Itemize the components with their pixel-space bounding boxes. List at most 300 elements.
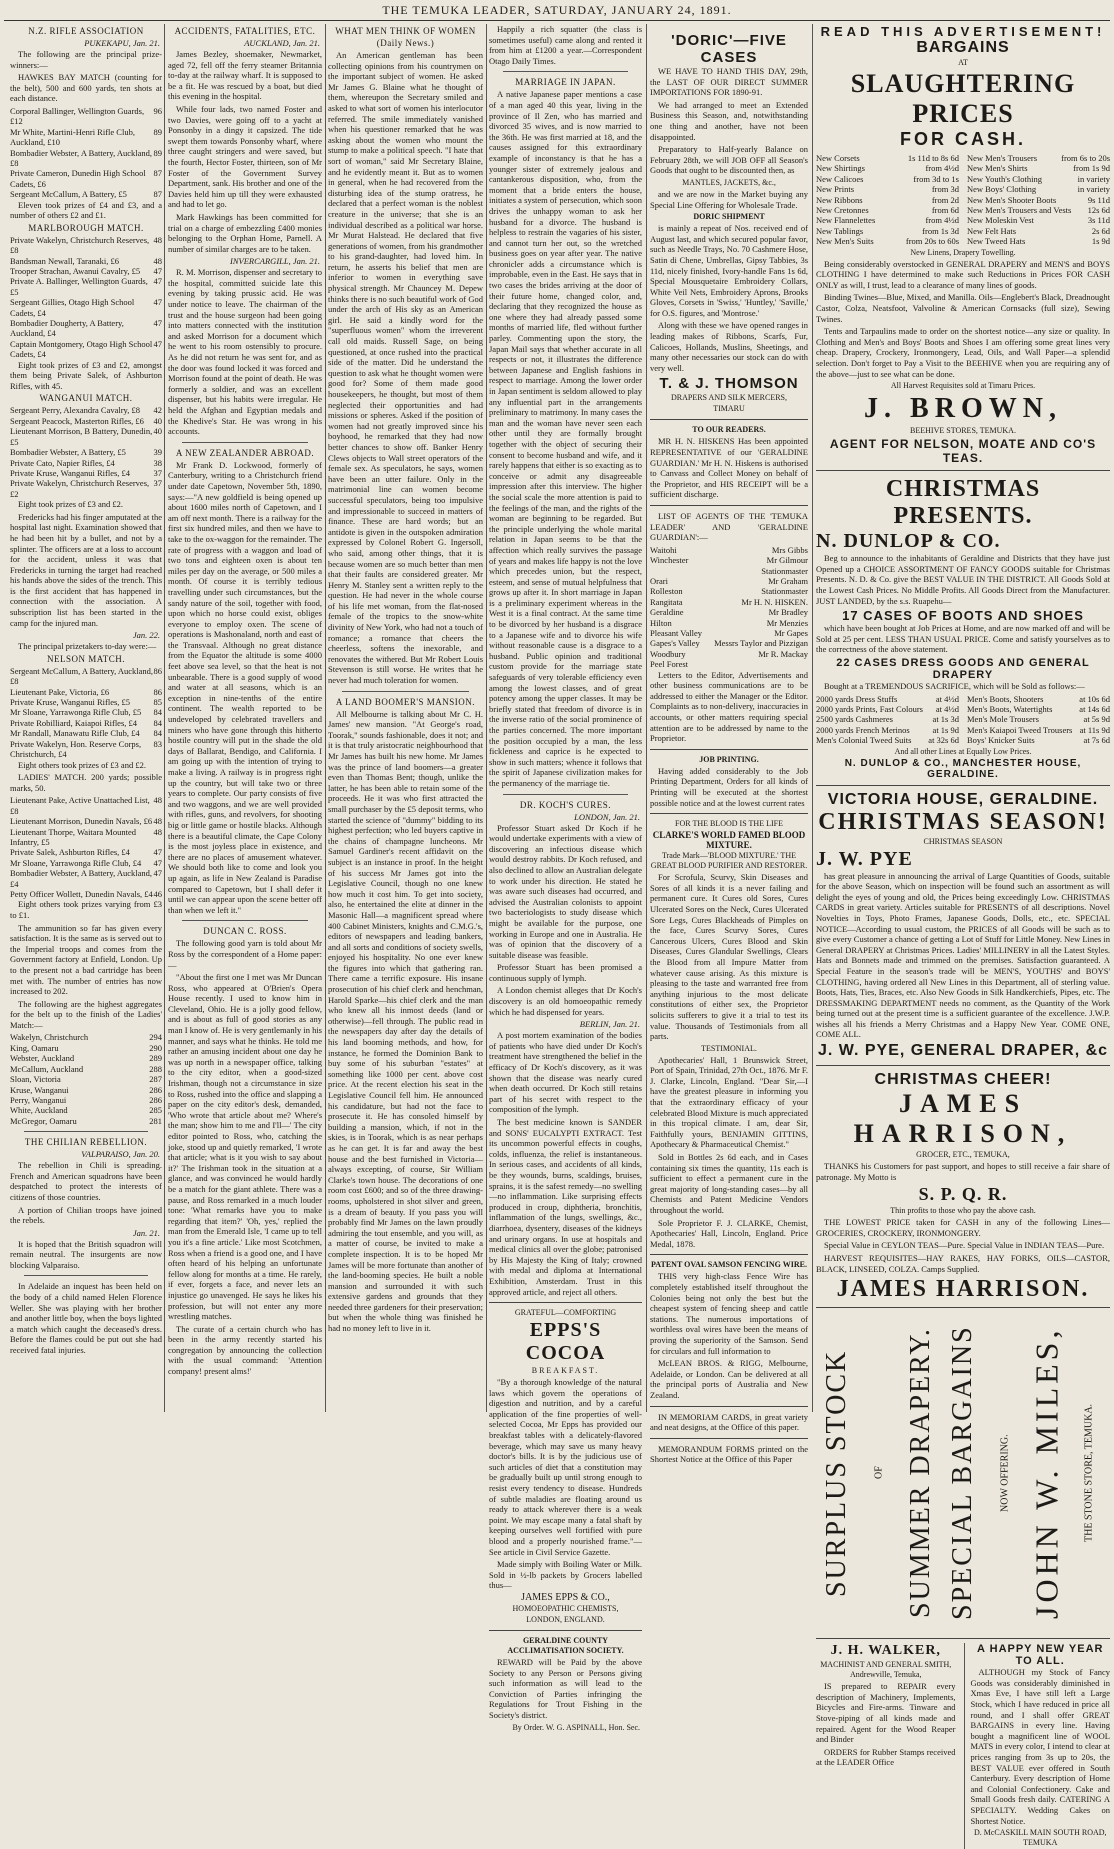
result-row-value: 85 xyxy=(153,697,162,708)
advert-signature: HOMOEOPATHIC CHEMISTS, xyxy=(512,1603,619,1613)
price-row-label: New Tweed Hats xyxy=(967,236,1026,247)
result-row-value: 87 xyxy=(153,168,162,179)
price-row-label: New Moleskin Vest xyxy=(967,215,1034,226)
price-row-label: 2000 yards French Merinos xyxy=(816,724,910,735)
result-row-label: Sergeant Gillies, Otago High School Cadets, £4 xyxy=(10,297,135,318)
price-row-label: New Shirtings xyxy=(816,163,865,174)
price-row-value: at 4½d xyxy=(935,703,959,714)
paragraph: Happily a rich squatter (the class is sometimes useful) came along and rented it from him at £1200 a year.—Correspondent Otago Daily Times. xyxy=(489,24,642,66)
result-row-value: 84 xyxy=(153,707,162,718)
price-row xyxy=(816,725,959,735)
price-row xyxy=(967,163,1110,173)
result-row xyxy=(10,468,162,478)
advert-signature: JAMES EPPS & CO., xyxy=(521,1591,610,1603)
advert-signature: LONDON, ENGLAND. xyxy=(526,1614,605,1624)
result-row-value: 286 xyxy=(149,1094,162,1105)
result-row xyxy=(10,127,162,148)
result-row-label: Sergeant Peacock, Masterton Rifles, £6 xyxy=(10,415,144,426)
rotated-advert-miles xyxy=(816,1307,1110,1639)
divider xyxy=(24,1131,148,1132)
match-heading: NELSON MATCH. xyxy=(46,653,125,664)
agent-row-value: Mr Menzies xyxy=(766,617,808,628)
rotated-advert-text: SPECIAL BARGAINS xyxy=(947,1325,978,1621)
result-row xyxy=(10,235,162,256)
agent-row xyxy=(650,597,808,607)
advert-paragraph: McLEAN BROS. & RIGG, Melbourne, Adelaide, or London. Can be delivered at all the principal ports of Australia and New Zealand. xyxy=(650,1358,808,1400)
advert-paragraph: Sold in Bottles 2s 6d each, and in Cases containing six times the quantity, 11s each is sufficient to effect a permanent cure in the great majority of long-standing cases—by all Chemists and Patent Medicine Vendors throughout the world. xyxy=(650,1152,808,1215)
price-row-value: from 20s to 60s xyxy=(905,236,959,247)
result-row-label: Sergeant McCallum, A Battery, £5 xyxy=(10,189,127,200)
paragraph: In Adelaide an inquest has been held on the body of a child named Helen Florence Weller. She was playing with her brother and another little boy, when the boys lighted a match which caught the deceased's dress. Before the flames could be put out she had received fatal injuries. xyxy=(10,1281,162,1356)
column-3 xyxy=(328,24,483,1412)
result-row xyxy=(10,827,162,848)
result-row xyxy=(10,728,162,738)
result-row xyxy=(10,1064,162,1074)
result-row-label: Sergeant McCallum, A Battery, Auckland, £8 xyxy=(10,665,154,687)
price-row-value: from 6d xyxy=(931,205,959,216)
advert-signature: J. W. PYE, GENERAL DRAPER, &c xyxy=(817,1042,1109,1060)
result-row xyxy=(10,1032,162,1042)
result-row xyxy=(10,318,162,339)
result-row-value: 86 xyxy=(153,665,162,676)
match-heading: WANGANUI MATCH. xyxy=(39,393,133,404)
result-row-value: 40 xyxy=(153,426,162,437)
result-row-label: Webster, Auckland xyxy=(10,1053,75,1064)
result-row-value: 47 xyxy=(153,338,162,349)
paragraph: "About the first one I met was Mr Duncan Ross, who appeared at O'Brien's Opera House recently. I used to know him in Cleveland, Ohio. He is a jolly good fellow, and is about as full of good stories as any man I know of. He is very gentlemanly in his manner, and says what he thinks. He told me rather an amusing incident about one day he was up north in a newspaper office, talking to the city editor, when a good-sized Irishman, though not a circumstance in size to Ross, rushed into the office and slapping a paper on the city editor's desk, demanded, 'Who wrote that article about me? Where's the man; show him to me and I'll—' The city editor pointed to Ross, who, catching the joke, stood up and quietly remarked, 'I wrote that article; what is it you wish to say about it?' The Irishman took in the situation at a glance, and was convinced he would hardly be a match for the giant athlete. There was a pause, and Ross remarked in a much louder tone: 'What remarks have you to make regarding that item?' 'Oh, yes,' replied the man from the Emerald Isle, 'I came up to tell you it's a fine article.' Like most Scotchmen, Ross when a friend is a good one, and I have often heard of his helping an unfortunate fellow along for months at a time. He rarely, if ever, forgets a face, and never lets an injustice go unavenged. He says he likes his profession, but will not enter any more wrestling matches. xyxy=(168,972,322,1322)
price-list-left xyxy=(816,694,959,746)
agent-row-value: Stationmaster xyxy=(761,565,808,576)
column-4 xyxy=(489,24,642,1732)
price-row-label: Men's Kaiapoi Tweed Trousers xyxy=(967,724,1073,735)
advert-paragraph: HARVEST REQUISITES—HAY RAKES, HAY FORKS, OILS—CASTOR, BLACK, LINSEED, COLZA. Camps Supplied. xyxy=(816,1253,1110,1274)
advert-paragraph: Sole Proprietor F. J. CLARKE, Chemist, Apothecaries' Hall, Lincoln, England. Price Medal, 1878. xyxy=(650,1217,808,1249)
advert-paragraph: Bought at a TREMENDOUS SACRIFICE, which will be Sold as follows:— xyxy=(824,680,1085,691)
result-row xyxy=(10,697,162,707)
advert-title: 'DORIC'—FIVE CASES xyxy=(671,32,787,66)
result-row xyxy=(10,106,162,127)
divider xyxy=(650,505,808,506)
result-row-label: Petty Officer Wollett, Dunedin Navals, £4 xyxy=(10,888,153,899)
advert-paragraph: Tents and Tarpaulins made to order on the shortest notice—any size or quality. In Clothing and Men's and Boys' Boots and Shoes I am offering some great lines very cheap. Drapery, Crockery, Ironmongery, Lead, Oils, and Wall Paper—a splendid selection. Don't forget to Pay a Visit to the BEEHIVE when you are requiring any of the above—just to see what can be done. xyxy=(816,326,1110,379)
advert-paragraph: Beg to announce to the inhabitants of Geraldine and Districts that they have just Opened up a CHOICE ASSORTMENT OF FANCY GOODS suitable for Christmas Presents. N. D. & Co. give the BEST VALUE IN THE DISTRICT. All Goods Sold at the Lowest Cash Prices. No Middle Profits. All Goods Direct from the Manufacturer. JUST LANDED, by the s.s. Ruapehu— xyxy=(816,553,1110,606)
paragraph: An American gentleman has been collecting opinions from his countrymen on the important subject of women. He asked Mr James G. Blaine what he thought of them, whereupon the Secretary smiled and asked to what sort of women his interlocutor referred. The smile immediately vanished when his questioner remarked that he was asking about the women who mount the stump to make a political speech. "I hate that sort of woman," said Mr Secretary Blaine, and he evidently meant it. But as to women in general, when he had recovered from the disturbing idea of the stump oratress, he declared that a perfect woman is the noblest creature in the universe; that she is an individual described as a political war horse. Mr Murat Halstead. He declared that five generations of women, from his grandmother to his grand-daughter, had loved him. In return, he asserts his belief that men are inferior to women in everything save physical strength. Mr Chauncey M. Depew thinks there is no such beautiful work of God under the arch of His sky as an American girl. He said a kindly word for the "superfluous women" whom the irreverent call old maids. Russell Sage, on being questioned, at once rushed into the practical side of the matter. Did he understand the question to ask what he thought women were good for? Some of them made good housekeepers, he thought, but most of them neglected their opportunities and had missions or spheres. Asked if the position of women had not greatly improved since his boyhood, he remarked that they had now better chances to show off. Banker Henry Clews objects to Wall street operators of the female sex. As speculators, he says, women have been an utter failure. Only in the matrimonial line can women become successful speculators, being too impulsive and impressionable to succeed in matters of finance. These are hard words; but an antidote is given in the outspoken admiration expressed by Colonel Robert G. Ingersoll, who said, among other things, that it is because women are so much better than men that their faults are considered greater. Mr Henry M. Stanley sent a written reply to the question. He had never in the whole course of his life met woman, from the flat-nosed female of the tropics to the snow-white divinity of New York, who had not a touch of romance; a romance that cheers the cheerless, softens the inexorable, and renovates the withered. But Mr Robert Louis Stevenson is still worse. He writes that he never had much toleration for women. xyxy=(328,50,483,686)
price-row-value: 1s 11d to 8s 6d xyxy=(907,153,959,163)
result-row xyxy=(10,339,162,360)
notice-heading: JOB PRINTING. xyxy=(699,754,759,764)
paragraph: The following are the principal prize-winners:— xyxy=(10,49,162,70)
agent-row-value: Mr Bradley xyxy=(768,607,808,618)
advert-paragraph: THIS very high-class Fence Wire has completely established itself throughout the Colonies being not only the best but the cheapest system of fencing sheep and cattle stations. The numerous importations of worthless oval wires have been the means of proving the superiority of the Samson. Send for circulars and full information to xyxy=(650,1271,808,1356)
result-row-value: 48 xyxy=(153,255,162,266)
article-heading: A NEW ZEALANDER ABROAD. xyxy=(175,447,315,458)
price-row xyxy=(816,714,959,724)
result-row-label: Bombadier Webster, A Battery, £5 xyxy=(10,447,126,458)
result-row-label: Captain Montgomery, Otago High School Cadets, £4 xyxy=(10,338,153,360)
result-row xyxy=(10,148,162,169)
price-row-value: at 1s 9d xyxy=(932,724,959,735)
result-row-value: 47 xyxy=(153,276,162,287)
price-row xyxy=(967,714,1110,724)
result-row-label: McGregor, Oamaru xyxy=(10,1115,77,1126)
advert-line: BEEHIVE STORES, TEMUKA. xyxy=(910,426,1016,436)
price-row-value: 2s 6d xyxy=(1091,225,1110,236)
agent-row-value: Mr Gapes xyxy=(774,628,808,639)
price-row-label: New Felt Hats xyxy=(967,225,1017,236)
price-row-label: New Cretonnes xyxy=(816,205,869,216)
advert-walker xyxy=(816,1643,956,1849)
result-row xyxy=(10,1085,162,1095)
result-row xyxy=(10,276,162,297)
result-row xyxy=(10,889,162,899)
price-row-value: at 1s 3d xyxy=(932,714,959,725)
price-row-label: New Youth's Clothing xyxy=(967,173,1042,184)
advert-paragraph: ALTHOUGH my Stock of Fancy Goods was considerably diminished in Xmas Eve, I have still left a Large Stock, which I have reduced in price all round, and I shall offer GREAT BARGAINS in every line. Having bought a magnificent line of WOOL MATS in every color, I intend to clear at prices ranging from 3s up to 20s, the BEST VALUE ever offered in South Canterbury. Every description of Home and Colonial Confectionery. Cake and Small Goods fresh daily. CATERING A SPECIALTY. Wedding Cakes on Shortest Notice. xyxy=(970,1667,1110,1826)
price-row xyxy=(967,236,1110,246)
result-row-label: Mr White, Martini-Henri Rifle Club, Auckland, £10 xyxy=(10,126,135,148)
dateline: LONDON, Jan. 21. xyxy=(574,811,640,822)
paragraph: The following good yarn is told about Mr Ross by the correspondent of a Home paper:— xyxy=(168,938,322,970)
result-row-label: Lieutenant Pake, Victoria, £6 xyxy=(10,686,110,697)
result-row-value: 48 xyxy=(153,234,162,245)
result-row-value: 47 xyxy=(153,318,162,329)
result-row-label: Private Kruse, Wanganui Rifles, £4 xyxy=(10,467,131,478)
price-row-value: at 32s 6d xyxy=(928,735,959,746)
price-row-label: New Men's Trousers xyxy=(967,153,1038,163)
price-row-label: New Calicoes xyxy=(816,173,864,184)
advert-motto: S. P. Q. R. xyxy=(918,1184,1008,1205)
result-row xyxy=(10,868,162,889)
result-row-value: 86 xyxy=(153,686,162,697)
result-row-label: Bombadier Webster, A Battery, Auckland, £8 xyxy=(10,147,153,168)
paragraph: A London chemist alleges that Dr Koch's discovery is an old homoeopathic remedy which he had dispensed for years. xyxy=(489,985,642,1017)
advert-line: CHRISTMAS SEASON xyxy=(923,836,1003,846)
result-row-value: 46 xyxy=(153,888,162,899)
result-row-value: 289 xyxy=(149,1053,162,1064)
paragraph: The rebellion in Chili is spreading. French and American squadrons have been despatched to protect the interests of citizens of those countries. xyxy=(10,1160,162,1202)
advert-title: CLARKE'S WORLD FAMED BLOOD MIXTURE. xyxy=(652,830,806,851)
advert-title: A HAPPY NEW YEAR TO ALL. xyxy=(977,1643,1104,1668)
result-row-label: Sloan, Victoria xyxy=(10,1074,61,1085)
result-row-value: 42 xyxy=(153,405,162,416)
result-row-label: Private Robilliard, Kaiapoi Rifles, £4 xyxy=(10,717,138,728)
price-list-left xyxy=(816,153,959,247)
results-list xyxy=(10,405,162,499)
agent-row xyxy=(650,555,808,565)
advert-line: GROCER, ETC., TEMUKA, xyxy=(916,1150,1010,1160)
agent-row-value: Mr Graham xyxy=(768,576,808,586)
price-row-value: 12s 6d xyxy=(1087,205,1110,216)
column-rule xyxy=(646,24,647,1412)
agent-row xyxy=(650,576,808,586)
agent-row xyxy=(650,638,808,648)
price-row-value: at 5s 9d xyxy=(1083,714,1110,725)
price-row-value: from 4½d xyxy=(925,163,959,174)
agent-row xyxy=(650,618,808,628)
notice-paragraph: MR H. N. HISKENS Has been appointed REPRESENTATIVE of our 'GERALDINE GUARDIAN.' Mr H. N. Hiskens is authorised to Canvass and Collect Money on behalf of the Proprietor, and HIS RECEIPT will be a sufficient discharge. xyxy=(650,436,808,500)
divider xyxy=(650,749,808,750)
result-row-label: Private Kruse, Wanganui Rifles, £5 xyxy=(10,697,131,708)
advert-paragraph: Binding Twines—Blue, Mixed, and Manilla. Oils—Englebert's Black, Dreadnought Castor, Colza, Neatsfoot, Valvoline & American Cornsacks (full size), Sewing Twines. xyxy=(816,292,1110,324)
price-row-label: 2500 yards Cashmeres xyxy=(816,714,893,725)
paragraph: Eight took prizes of £3 and £2, amongst them being Private Salek, of Ashburton Rifles, with 45. xyxy=(10,359,162,391)
price-row-value: at 4½d xyxy=(935,693,959,704)
advert-title: BARGAINS xyxy=(916,39,1010,56)
price-row-value: from 3d to 1s xyxy=(913,173,959,184)
advert-line: MACHINIST AND GENERAL SMITH, Andrewville, Temuka, xyxy=(820,1660,952,1680)
masthead-rule xyxy=(4,20,1110,21)
result-row xyxy=(10,1095,162,1105)
price-row xyxy=(967,205,1110,215)
result-row-value: 48 xyxy=(153,795,162,806)
advert-firm-name: JAMES HARRISON, xyxy=(853,1089,1073,1149)
advert-kicker: READ THIS ADVERTISEMENT! xyxy=(820,24,1106,39)
result-row-value: 287 xyxy=(149,1074,162,1085)
column-rule xyxy=(486,24,487,1412)
price-row-label: New Boys' Clothing xyxy=(967,184,1037,195)
notice-paragraph: IN MEMORIAM CARDS, in great variety and neat designs, at the Office of this paper. xyxy=(650,1411,808,1433)
paragraph: Mr Frank D. Lockwood, formerly of Canterbury, writing to a Christchurch friend under date Capetown, November 5th, 1890, says:—"A new goldfield is being opened up about 1600 miles north of Capetown, and I am off next month. There is a railway for the first six hundred miles, and then we have to take to the ox-waggon for the remainder. The rate of progress with a waggon and load of two tons and eighteen oxen is about ten miles per day on the average, or 500 miles a month. Of course it is terribly tedious travelling under such circumstances, but the sandy nature of the soil, together with food, upon which no horse could exist, obliges everyone to employ oxen. The scene of operations is Mashonaland, north and east of the Transvaal. Although no great distance from the Equator the altitude is some 4000 feet above sea level, so that the heat is not unbearable. There is a good supply of wood and water at all seasons, which is an exception in nine-tenths of the entire continent. The wealth reported to be undeveloped by celebrated travellers and miners who have gone through this hitherto hostile country will put in the shade the old days of Ballarat, Bendigo, and California. I am going up with the intention of trying to make a living. A railway is in progress right up the country, but will take two or three years to complete. Our party consists of five and two waggons, and we are well provided with rifles, guns, and revolvers, for shooting big or little game or hostile blacks. Although there is a beautiful climate, the Cape Colony is the most joyless place in existence, and there are no places of amusement whatever. We should both like to come and look you up again, as life in New Zealand is Paradise compared to Capetown, but I shall defer it until we can appear upon the scene better off than when we left it." xyxy=(168,459,322,915)
result-row-label: Bandsman Newall, Taranaki, £6 xyxy=(10,255,120,266)
advert-kicker: GRATEFUL—COMFORTING xyxy=(514,1308,617,1318)
price-row-value: from 4½d xyxy=(925,215,959,226)
result-row-value: 84 xyxy=(153,728,162,739)
price-row xyxy=(816,704,959,714)
advert-paragraph: Along with these we have opened ranges in leading makes of Ribbons, Scarfs, Fur, Calicoes, Hollands, Muslins, Sheetings, and many other necessaries our stock can do with very well. xyxy=(650,320,808,373)
result-row-value: 39 xyxy=(153,447,162,458)
advert-paragraph: THE LOWEST PRICE taken for CASH in any of the following Lines—GROCERIES, CROCKERY, IRONMONGERY. xyxy=(816,1217,1110,1238)
advert-paragraph: Preparatory to Half-yearly Balance on February 28th, we will JOB OFF all Season's Goods that ought to be discounted then, as xyxy=(650,144,808,176)
agent-row-value: Mr R. Mackay xyxy=(758,648,808,659)
advert-title: GERALDINE COUNTY ACCLIMATISATION SOCIETY. xyxy=(507,1635,624,1655)
article-heading: DUNCAN C. ROSS. xyxy=(203,926,287,937)
price-row-label: New Flannelettes xyxy=(816,215,876,226)
agent-row xyxy=(650,566,808,576)
article-heading: THE CHILIAN REBELLION. xyxy=(24,1137,148,1148)
advert-paragraph: The best medicine known is SANDER and SONS' EUCALYPTI EXTRACT. Test its uncommon powerful effects in coughs, colds, influenza, the relief is instantaneous. In serious cases, and accidents of all kinds, be they wounds, burns, scaldings, bruises, sprains, it is the safest remedy—no swelling—no inflammation. Like surprising effects produced in croup, diphtheria, bronchitis, inflammation of the lungs, swellings, &c., diarrhoea, dysentery, diseases of the kidneys and urinary organs. In use at hospitals and medical clinics all over the globe; patronised by His Majesty the King of Italy; crowned with medal and diploma at International Exhibition, Amsterdam. Trust in this approved article, and reject all others. xyxy=(489,1117,642,1297)
price-row xyxy=(816,205,959,215)
result-row-value: 47 xyxy=(153,297,162,308)
dateline: BERLIN, Jan. 21. xyxy=(579,1019,640,1030)
result-row xyxy=(10,1074,162,1084)
advert-signature: D. McCASKILL MAIN SOUTH ROAD, TEMUKA xyxy=(973,1828,1107,1848)
results-list xyxy=(10,795,162,899)
column-rule xyxy=(325,24,326,1412)
paragraph: Eleven took prizes of £4 and £3, and a number of others £2 and £1. xyxy=(10,199,162,221)
divider xyxy=(24,1275,148,1276)
price-row-label: New Corsets xyxy=(816,153,860,163)
agent-row-label: Rangitata xyxy=(650,596,683,607)
result-row-label: Bombadier Webster, A Battery, Auckland, £4 xyxy=(10,868,153,889)
notice-heading: TO OUR READERS. xyxy=(692,425,766,435)
price-row-label: Men's Boots, Shooters xyxy=(967,693,1044,704)
dateline: PUKEKAPU, Jan. 21. xyxy=(84,38,160,48)
price-row xyxy=(816,174,959,184)
agent-row xyxy=(650,628,808,638)
result-row-value: 96 xyxy=(153,105,162,116)
result-row xyxy=(10,1116,162,1126)
price-table xyxy=(816,694,1110,746)
advert-paragraph: IS prepared to REPAIR every description of Machinery, Implements, Bicycles and Fire-arms. Tinware and Stove-piping of all kinds made and repaired. Agent for the Wood Reaper and Binder xyxy=(816,1681,956,1745)
match-heading: LADIES' MATCH. 200 yards; possible marks, 50. xyxy=(10,772,162,793)
result-row-label: Wakelyn, Christchurch xyxy=(10,1032,89,1043)
price-row-label: 2000 yards Dress Stuffs xyxy=(816,693,898,704)
rotated-advert-text: SURPLUS STOCK xyxy=(821,1349,852,1597)
result-row xyxy=(10,795,162,816)
price-list-right xyxy=(967,153,1110,247)
result-row xyxy=(10,1053,162,1063)
result-row-label: Bombadier Dougherty, A Battery, Auckland, £4 xyxy=(10,318,124,339)
result-row xyxy=(10,1105,162,1115)
price-table xyxy=(816,153,1110,247)
advert-title: SLAUGHTERING PRICES xyxy=(850,69,1076,128)
agent-row xyxy=(650,545,808,555)
advert-heading: 22 CASES DRESS GOODS AND GENERAL DRAPERY xyxy=(836,656,1090,681)
rotated-advert-text: NOW OFFERING. xyxy=(999,1434,1011,1513)
agent-row-value: Mr H. N. HISKEN. xyxy=(741,596,808,607)
notice-paragraph: MEMORANDUM FORMS printed on the Shortest Notice at the Office of this Paper xyxy=(650,1443,808,1465)
price-row-label: New Ribbons xyxy=(816,194,863,205)
result-row xyxy=(10,847,162,857)
result-row-value: 288 xyxy=(149,1063,162,1074)
paragraph: The curate of a certain church who has been in the army recently started his congregation by announcing the collection with the usual command: 'Attention company! present alms!' xyxy=(168,1323,322,1377)
result-row-label: Corporal Ballinger, Wellington Guards, £12 xyxy=(10,105,145,127)
price-row-value: at 11s 9d xyxy=(1079,724,1110,735)
result-row xyxy=(10,1043,162,1053)
agent-row xyxy=(650,659,808,669)
result-row-value: 285 xyxy=(149,1105,162,1116)
result-row-label: Private Wakelyn, Hon. Reserve Corps, Christchurch, £4 xyxy=(10,738,142,760)
result-row-label: Trooper Strachan, Awanui Cavalry, £5 xyxy=(10,266,141,277)
agent-row-label: Gapes's Valley xyxy=(650,638,700,649)
result-row-value: 47 xyxy=(153,266,162,277)
agent-row-label: Geraldine xyxy=(650,607,684,618)
result-row-label: Lieutenant Morrison, B Battery, Dunedin, £5 xyxy=(10,426,153,447)
advert-heading: DORIC SHIPMENT xyxy=(693,212,765,222)
result-row-value: 87 xyxy=(153,189,162,200)
divider xyxy=(342,691,469,692)
result-row-value: 48 xyxy=(153,826,162,837)
price-row-label: Men's Boots, Watertights xyxy=(967,703,1053,714)
paragraph: While four lads, two named Foster and two Davies, were going off to a yacht at Ponsonby in a dingy it capsized. The tide swept them towards Ponsonby wharf, where three caught stringers and were saved, but the fourth, Hector Foster, thirteen, son of Mr Foster of the Government Survey Department, sank. His brother and one of the Davies held him up till they were exhausted and had to let go. xyxy=(168,103,322,210)
advert-paragraph: We had arranged to meet an Extended Business this Season, and, notwithstanding one thing and another, have not been disappointed. xyxy=(650,99,808,142)
price-row-value: from 1s 3d xyxy=(922,225,959,236)
result-row-label: Perry, Wanganui xyxy=(10,1094,67,1105)
price-row-label: 2000 yards Prints, Fast Colours xyxy=(816,703,923,714)
dateline: Jan. 21. xyxy=(132,1227,160,1238)
price-row-value: from 6s to 20s xyxy=(1061,153,1110,163)
paragraph: The following are the highest aggregates for the belt up to the finish of the Ladies' Match:— xyxy=(10,998,162,1030)
advert-line: AT xyxy=(958,58,968,67)
column-rule xyxy=(164,24,165,1412)
divider xyxy=(650,1406,808,1407)
paragraph: Professor Stuart has been promised a continuous supply of lymph. xyxy=(489,962,642,983)
result-row-label: Lieutenant Morrison, Dunedin Navals, £6 xyxy=(10,816,153,827)
paragraph: James Bezley, shoemaker, Newmarket, aged 72, fell off the ferry steamer Britannia to-day at the railway wharf. It is supposed to be a fit. He was rescued by a boat, but died this evening in the hospital. xyxy=(168,49,322,102)
price-row-label: Men's Mole Trousers xyxy=(967,714,1039,725)
price-row-label: Boys' Knicker Suits xyxy=(967,735,1035,746)
match-heading: MARLBOROUGH MATCH. xyxy=(28,222,144,233)
price-row-value: in variety xyxy=(1077,173,1110,184)
advert-paragraph: is mainly a repeat of Nos. received end of August last, and which secured popular favor, such as Needle Trays, No. 70 Cashmere Hose, Satin di Chene, Umbrellas, Gipsy Tabbies, 3s 11d, nicely finished, Ivory-handle Fans 1s 6d, Special Mousquetaire Embroidery Collars, White Veil Nets, Embroidery Aprons, Brooks Gloves, Corsets in 'Swiss,' 'Huntley,' 'Saville,' for O.S. figures, and 'Montrose.' xyxy=(650,223,808,318)
article-heading: MARRIAGE IN JAPAN. xyxy=(515,77,616,88)
result-row xyxy=(10,478,162,499)
price-row-value: in variety xyxy=(1077,184,1110,195)
price-row xyxy=(967,735,1110,745)
advert-paragraph: Special Value in CEYLON TEAS—Pure. Special Value in INDIAN TEAS—Pure. xyxy=(824,1240,1105,1251)
divider xyxy=(503,794,628,795)
advert-paragraph: has great pleasure in announcing the arrival of Large Quantities of Goods, suitable for the above Season, which on inspection will be found such an assortment as will delight the eyes of young and old, the Prices being exceedingly Low. CHRISTMAS CARDS in great variety. Articles suitable for PRESENTS of all descriptions. Novel Novelties in Toys, Photo Frames, Japanese Goods, Dolls, etc., etc. SPECIAL NOTICE—According to usual custom, the PRICES of all Goods will be such as to give every Customer a chance of getting a Lot of Stuff for Little Money. New Lines in General DRAPERY at Christmas Prices. Ladies' MILLINERY in all the Latest Styles. Hats and Bonnets made and trimmed on the premises. Satisfaction guaranteed. A Special Feature in the season's trade will be MEN'S, YOUTHS' and BOYS' CLOTHING, having ordered all New Lines in this Department, all of sterling value. Boots, Hats, Ties, Braces, etc. Also New Goods in Silk Handkerchiefs, Pipes, etc. The DRESSMAKING DEPARTMENT needs no comment, as the Quantity of the Work being turned out at the present time is a sufficient guarantee of the excellence. J.W.P. wishes all his friends a Merry Christmas and a Happy New Year. COME ONE, COME ALL. xyxy=(816,870,1110,1040)
result-row-value: 89 xyxy=(153,126,162,137)
result-row-label: Private Wakelyn, Christchurch Reserves, £8 xyxy=(10,234,150,256)
column-rule xyxy=(812,24,813,1412)
advert-paragraph: REWARD will be Paid by the above Society to any Person or Persons giving such information as will lead to the Conviction of Parties infringing the Regulations for Trout Fishing in the Society's district. xyxy=(489,1656,642,1720)
advert-paragraph: WE HAVE TO HAND THIS DAY, 29th, the LAST OF OUR DIRECT SUMMER IMPORTATIONS FOR 1890-91. xyxy=(650,66,808,98)
result-row xyxy=(10,687,162,697)
divider xyxy=(816,1065,1110,1066)
result-row-label: White, Auckland xyxy=(10,1105,68,1116)
divider xyxy=(503,71,628,72)
paragraph: Eight others took prizes varying from £3 to £1. xyxy=(10,899,162,920)
result-row-value: 47 xyxy=(153,857,162,868)
result-row xyxy=(10,447,162,457)
result-row xyxy=(10,405,162,415)
agent-row-value: Mr Gilmour xyxy=(766,555,808,566)
article-heading: ACCIDENTS, FATALITIES, ETC. xyxy=(174,26,316,36)
match-heading: HAWKES BAY MATCH (counting for the belt), 500 and 600 yards, ten shots at each distance. xyxy=(10,72,162,104)
agent-row xyxy=(650,607,808,617)
result-row-label: Mr Randall, Manawatu Rifle Club, £4 xyxy=(10,728,140,739)
result-row xyxy=(10,707,162,717)
advert-title: CHRISTMAS CHEER! xyxy=(874,1071,1052,1089)
agent-row-value: Messrs Taylor and Pizzigan xyxy=(714,638,808,649)
price-row xyxy=(967,215,1110,225)
notice-paragraph: Letters to the Editor, Advertisements and other business communications are to be addressed to either the Manager or the Editor. Complaints as to non-delivery, inaccuracies in accounts, or other matters requiring special attention are to be addressed by name to the Proprietor. xyxy=(650,669,808,744)
price-row xyxy=(816,163,959,173)
advert-paragraph: Made simply with Boiling Water or Milk. Sold in ½-lb packets by Grocers labelled thus— xyxy=(489,1559,642,1591)
price-row-value: from 2d xyxy=(931,194,959,205)
price-row xyxy=(967,153,1110,163)
advert-signature: JAMES HARRISON. xyxy=(836,1276,1090,1303)
price-row-label: New Tablings xyxy=(816,225,864,236)
agent-row-value: Mrs Gibbs xyxy=(771,544,808,555)
price-row-value: at 14s 6d xyxy=(1079,703,1110,714)
price-row xyxy=(967,694,1110,704)
price-row xyxy=(967,704,1110,714)
advert-firm-name: J. H. WALKER, xyxy=(830,1643,941,1659)
price-row xyxy=(816,184,959,194)
column-6-advertisements xyxy=(816,24,1110,1848)
paragraph: A native Japanese paper mentions a case of a man aged 40 this year, living in the province of Il Zen, who has married and divorced 35 wives, and is now married to the 36th. He was first married at 18, and the causes assigned for this extraordinary example of inconstancy is that he has a younger sister of extremely jealous and cantankerous disposition, who, from the moment that a bride enters the house, initiates a system of persecution, which soon drives the unhappy woman to ask her husband for a divorce. The husband is helpless to restrain the vagaries of his sister, and cannot turn her out, so the wretched business goes on year after year. The native chronicler adds a circumstance which is improbable, even in the East. He says that in two cases the brides arriving at the door of their future home, changed color, and, declaring that they recognized the house as one where they had already passed some months of married life, fled without further parley. Commenting upon the story, the Japan Mail says that whether accurate in all respects or not, it illustrates the difference between Japanese and English fashions in respect to marriage. Among the lower order in Japan sentiment is seldom allowed to play any influential part in the arrangements preliminary to matrimony. In many cases the man and the woman have never seen each other until they are formally brought together with the object of securing their consent to become husband and wife, and it rarely happens that either is so exacting as to conceive or admit any disagreeable impression after this interview. The higher the social scale the more attention is paid to the feelings of the man, and the rights of the woman are beginning to be regarded. But the principle underlying the whole marital relation in Japan seems to be that the affection which really survives the passage of years and makes life happy is not the love which precedes union, but the respect, esteem, and sense of mutual helpfulness that grows up after it. In short marriage in Japan is a preliminary experiment whereas in the West it is a final contract. At the same time to be divorced by her husband is a disgrace to a Japanese wife and to divorce his wife without reasonable cause is a disgrace to a husband. Public opinion and traditional custom provide for the marriage state safeguards of very tolerable efficiency even among the lowest classes, and of great potency among the upper classes. It may be briefly stated that freedom of divorce is in the inverse ratio of the social prominence of the parties concerned. The more important the position occupied by a man, the less fickleness and caprice is he expected to show in such matters; whence it follows that the spirit of Japanese civilization makes for the permanency of the marriage tie. xyxy=(489,89,642,788)
paragraph: The principal prizetakers to-day were:— xyxy=(18,641,157,652)
result-row xyxy=(10,858,162,868)
article-heading: WHAT MEN THINK OF WOMEN xyxy=(335,26,476,36)
price-row-label: New Prints xyxy=(816,184,855,195)
price-row-value: from 3d xyxy=(931,184,959,195)
price-row xyxy=(816,735,959,745)
advert-line: All Harvest Requisites sold at Timaru Prices. xyxy=(890,381,1036,391)
result-row-label: Private A. Ballinger, Wellington Guards, £5 xyxy=(10,276,148,297)
agent-row-label: Waitohi xyxy=(650,544,677,555)
advert-title: CHRISTMAS PRESENTS. xyxy=(885,476,1041,530)
column-1 xyxy=(10,24,162,1412)
result-row xyxy=(10,189,162,199)
newspaper-masthead: THE TEMUKA LEADER, SATURDAY, JANUARY 24, 1891. xyxy=(382,3,732,17)
advert-paragraph: Apothecaries' Hall, 1 Brunswick Street, Port of Spain, Trinidad, 27th Oct., 1876. Mr F. J. Clarke, Lincoln, England. "Dear Sir,—I have the greatest pleasure in informing you that the extraordinary efficacy of your celebrated Blood Mixture is much appreciated in this tropical climate. I am, dear Sir, Faithfully yours, BENJAMIN GITTINS, Apothecary & Pharmaceutical Chemist." xyxy=(650,1054,808,1150)
article-heading: A LAND BOOMER'S MANSION. xyxy=(335,696,476,707)
paragraph: The ammunition so far has given every satisfaction. It is the same as is served out to the Imperial troops and comes from the Government factory at Enfield, London. Up to the present not a bad cartridge has been met with. The number of entries has now increased to 202. xyxy=(10,922,162,997)
result-row xyxy=(10,458,162,468)
